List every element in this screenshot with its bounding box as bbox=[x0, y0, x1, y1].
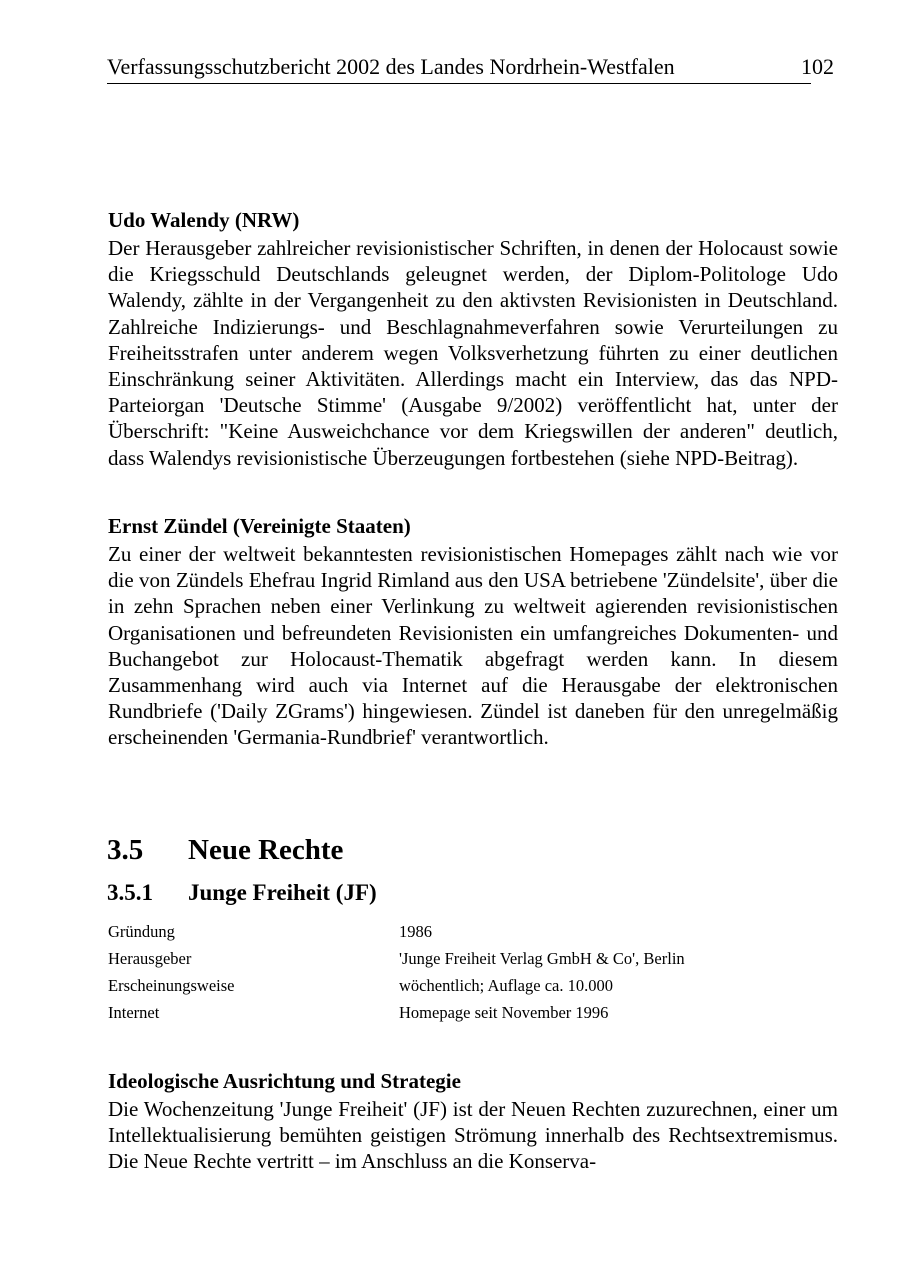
info-key: Herausgeber bbox=[108, 948, 192, 968]
table-row bbox=[108, 972, 828, 999]
subchapter-title: Junge Freiheit (JF) bbox=[188, 880, 377, 905]
info-key: Gründung bbox=[108, 921, 175, 941]
walendy-heading: Udo Walendy (NRW) bbox=[108, 208, 300, 232]
info-value: 'Junge Freiheit Verlag GmbH & Co', Berlin bbox=[399, 948, 685, 968]
ideology-heading: Ideologische Ausrichtung und Strategie bbox=[108, 1069, 461, 1093]
table-row bbox=[108, 918, 828, 945]
table-row bbox=[108, 945, 828, 972]
section-ideology bbox=[108, 1068, 838, 1175]
info-table bbox=[108, 918, 828, 1026]
zuendel-paragraph: Zu einer der weltweit bekanntesten revisionistischen Homepages zählt nach wie vor die von Zündels Ehefrau Ingrid Rimland aus den USA betriebene 'Zündelsite', über die in zehn Sprachen neben einer Verlinkung zu weltweit agierenden revisionistischen Organisationen und befreundeten Revisionisten ein umfangreiches Dokumenten- und Buchangebot zur Holocaust-Thematik abgefragt werden kann. In diesem Zusammenhang wird auch via Internet auf die Herausgabe der elektronischen Rundbriefe ('Daily ZGrams') hingewiesen. Zündel ist daneben für den unregelmäßig erscheinenden 'Germania-Rundbrief' verantwortlich. bbox=[108, 542, 838, 750]
info-value: 1986 bbox=[399, 921, 432, 941]
info-value: wöchentlich; Auflage ca. 10.000 bbox=[399, 975, 613, 995]
info-value: Homepage seit November 1996 bbox=[399, 1002, 609, 1022]
info-key: Internet bbox=[108, 1002, 160, 1022]
zuendel-heading: Ernst Zündel (Vereinigte Staaten) bbox=[108, 514, 411, 538]
running-title: Verfassungsschutzbericht 2002 des Landes Nordrhein-Westfalen bbox=[107, 54, 675, 79]
info-key: Erscheinungsweise bbox=[108, 975, 235, 995]
walendy-paragraph: Der Herausgeber zahlreicher revisionistischer Schriften, in denen der Holocaust sowie die Kriegsschuld Deutschlands geleugnet werden, der Diplom-Politologe Udo Walendy, zählte in der Vergangenheit zu den aktivsten Revisionisten in Deutschland. Zahlreiche Indizierungs- und Beschlagnahmeverfahren sowie Verurteilungen zu Freiheitsstrafen unter anderem wegen Volksverhetzung führten zu einer deutlichen Einschränkung seiner Aktivitäten. Allerdings macht ein Interview, das das NPD-Parteiorgan 'Deutsche Stimme' (Ausgabe 9/2002) veröffentlicht hat, unter der Überschrift: "Keine Ausweichchance vor dem Kriegswillen der anderen" deutlich, dass Walendys revisionistische Überzeugungen fortbestehen (siehe NPD-Beitrag). bbox=[108, 236, 838, 470]
ideology-paragraph: Die Wochenzeitung 'Junge Freiheit' (JF) ist der Neuen Rechten zuzurechnen, einer um Intellektualisierung bemühten geistigen Strömung innerhalb des Rechtsextremismus. Die Neue Rechte vertritt – im Anschluss an die Konserva- bbox=[108, 1097, 838, 1174]
subchapter-heading bbox=[107, 878, 377, 908]
chapter-title: Neue Rechte bbox=[188, 834, 344, 866]
page-header bbox=[107, 53, 811, 84]
page-number: 102 bbox=[801, 54, 834, 79]
chapter-number: 3.5 bbox=[107, 834, 144, 866]
table-row bbox=[108, 999, 828, 1026]
section-walendy bbox=[108, 207, 838, 471]
section-zuendel bbox=[108, 513, 838, 751]
subchapter-number: 3.5.1 bbox=[107, 880, 153, 905]
chapter-heading bbox=[107, 832, 343, 868]
